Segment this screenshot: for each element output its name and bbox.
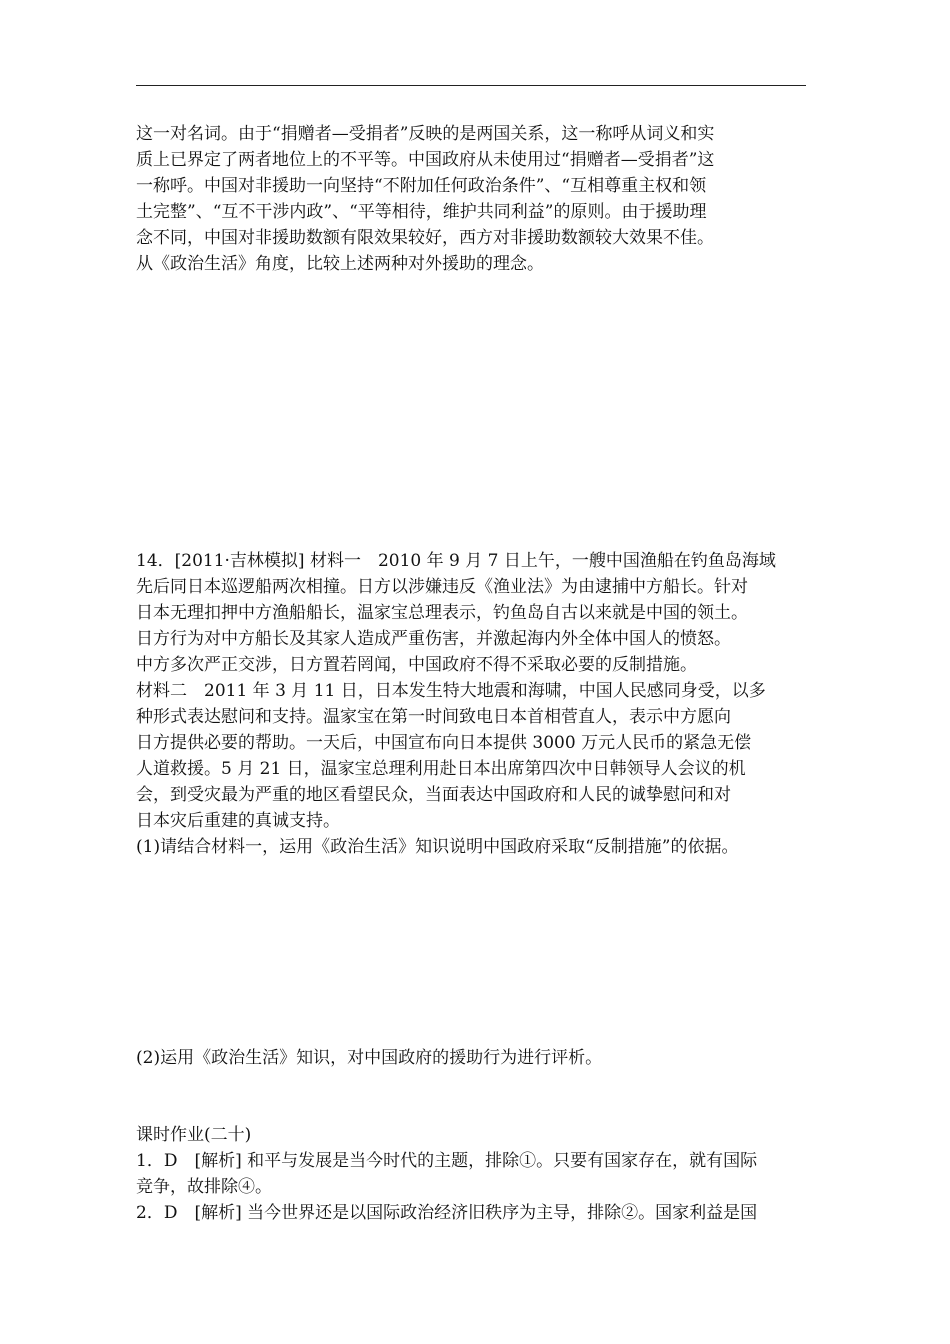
text-line: 一称呼。中国对非援助一向坚持“不附加任何政治条件”、“互相尊重主权和领 xyxy=(136,176,707,196)
sub-question-1: (1)请结合材料一，运用《政治生活》知识说明中国政府采取“反制措施”的依据。 xyxy=(136,837,739,857)
header-rule xyxy=(136,85,806,86)
answer-line: 2．D [解析] 当今世界还是以国际政治经济旧秩序为主导，排除②。国家利益是国 xyxy=(136,1203,758,1223)
answer-line: 竞争，故排除④。 xyxy=(136,1177,272,1197)
text-line: 中方多次严正交涉，日方置若罔闻，中国政府不得不采取必要的反制措施。 xyxy=(136,655,697,675)
text-line: 材料二 2011 年 3 月 11 日，日本发生特大地震和海啸，中国人民感同身受，以多 xyxy=(136,681,766,701)
text-line: 日方行为对中方船长及其家人造成严重伤害，并激起海内外全体中国人的愤怒。 xyxy=(136,629,731,649)
text-line: 念不同，中国对非援助数额有限效果较好，西方对非援助数额较大效果不佳。 xyxy=(136,228,714,248)
text-line: 14．[2011·吉林模拟] 材料一 2010 年 9 月 7 日上午，一艘中国渔船在钓鱼岛海域 xyxy=(136,551,776,571)
text-line: 土完整”、“互不干涉内政”、“平等相待，维护共同利益”的原则。由于援助理 xyxy=(136,202,707,222)
text-line: 人道救援。5 月 21 日，温家宝总理利用赴日本出席第四次中日韩领导人会议的机 xyxy=(136,759,746,779)
text-line: 会，到受灾最为严重的地区看望民众，当面表达中国政府和人民的诚挚慰问和对 xyxy=(136,785,731,805)
text-line: 质上已界定了两者地位上的不平等。中国政府从未使用过“捐赠者—受捐者”这 xyxy=(136,150,715,170)
text-line: 这一对名词。由于“捐赠者—受捐者”反映的是两国关系，这一称呼从词义和实 xyxy=(136,124,715,144)
answer-line: 1．D [解析] 和平与发展是当今时代的主题，排除①。只要有国家存在，就有国际 xyxy=(136,1151,758,1171)
sub-question-2: (2)运用《政治生活》知识，对中国政府的援助行为进行评析。 xyxy=(136,1048,603,1068)
text-line: 日本无理扣押中方渔船船长，温家宝总理表示，钓鱼岛自古以来就是中国的领土。 xyxy=(136,603,748,623)
text-line: 日本灾后重建的真诚支持。 xyxy=(136,811,340,831)
text-line: 种形式表达慰问和支持。温家宝在第一时间致电日本首相菅直人，表示中方愿向 xyxy=(136,707,731,727)
question-prompt: 从《政治生活》角度，比较上述两种对外援助的理念。 xyxy=(136,254,544,274)
text-line: 先后同日本巡逻船两次相撞。日方以涉嫌违反《渔业法》为由逮捕中方船长。针对 xyxy=(136,577,748,597)
text-line: 日方提供必要的帮助。一天后，中国宣布向日本提供 3000 万元人民币的紧急无偿 xyxy=(136,733,752,753)
answers-heading: 课时作业(二十) xyxy=(136,1125,252,1145)
